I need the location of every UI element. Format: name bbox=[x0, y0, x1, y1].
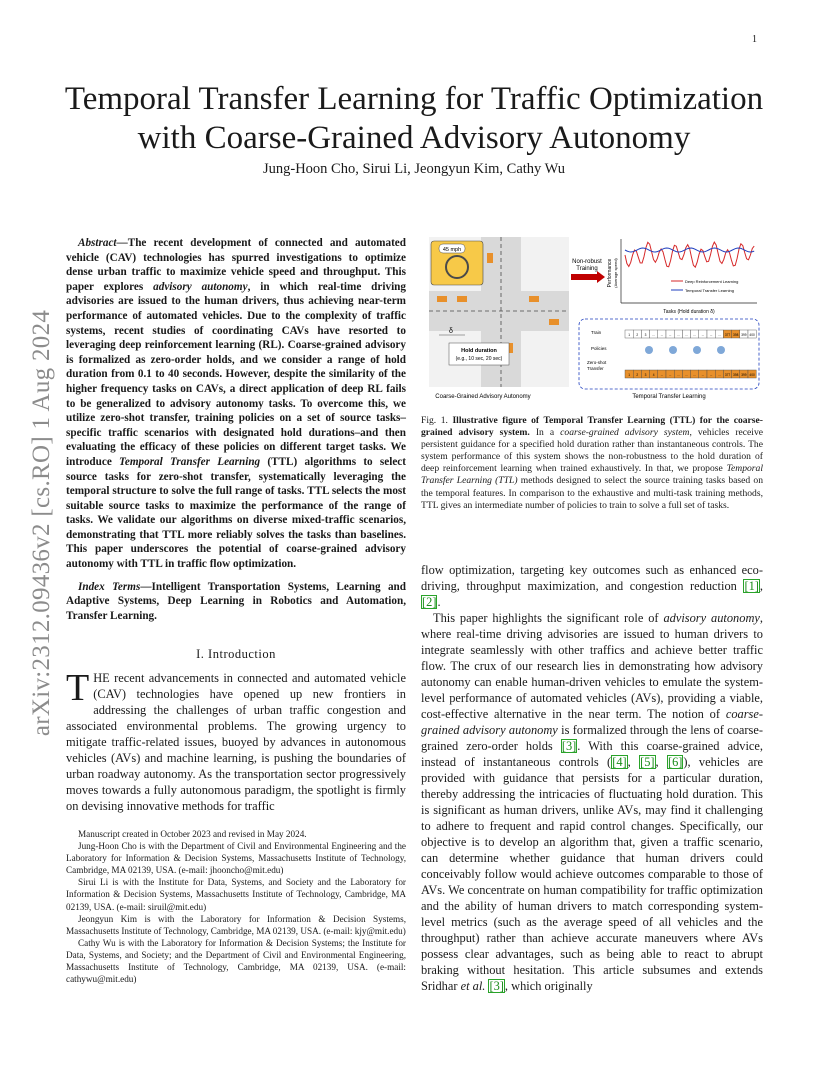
task-cell-label: ... bbox=[668, 372, 672, 377]
intersection-diagram bbox=[429, 237, 569, 400]
text-run: , where real-time driving advisories are issued to human drivers to integrate seamlessly with other traffics and achieve better traffic flow. The crux of our research lies in demonstrating how advisory autonomy can enable human-driven vehicles to emulate the system-level performance of automated vehicles (AVs), providing a viable, cost-effective alternative in the near term. The notion of bbox=[421, 611, 764, 721]
task-cell-label: 1 bbox=[628, 332, 630, 337]
task-cell-label: ... bbox=[717, 332, 721, 337]
caption-bold: Illustrative figure of Temporal Transfer Learning (TTL) for the coarse-grained advisory system. bbox=[421, 415, 763, 439]
left-column bbox=[66, 236, 406, 815]
task-cell-label: ... bbox=[709, 332, 713, 337]
legend-ttl-label: Temporal Transfer Learning bbox=[685, 288, 734, 293]
task-cell-label: 1 bbox=[628, 372, 630, 377]
vehicle-icon bbox=[529, 296, 539, 302]
paragraph bbox=[421, 562, 763, 610]
text-run: , which originally bbox=[504, 979, 593, 993]
task-cell-label: 377 bbox=[724, 332, 731, 337]
emphasis: et al. bbox=[460, 979, 486, 993]
footnote: Jung-Hoon Cho is with the Department of Civil and Environmental Engineering and the Laboratory for Information & Decision Systems, Massachusetts Institute of Technology, Cambridge, MA 02139, USA. (e-mail: jhooncho@mit.edu) bbox=[66, 841, 406, 876]
title-line-2: with Coarse-Grained Advisory Autonomy bbox=[137, 120, 691, 156]
task-cell-label: 3 bbox=[644, 332, 647, 337]
task-cell-label: ... bbox=[709, 372, 713, 377]
task-cell-label: ... bbox=[676, 372, 680, 377]
performance-plot bbox=[607, 239, 757, 315]
paragraph bbox=[421, 610, 763, 994]
ttl-diagram bbox=[579, 319, 759, 400]
task-cell-label: 400 bbox=[749, 332, 755, 337]
footnote: Jeongyun Kim is with the Laboratory for Information & Decision Systems, Massachusetts Institute of Technology, Cambridge, MA 02139, USA. (e-mail: kjy@mit.edu) bbox=[66, 913, 406, 936]
task-cell-label: ... bbox=[652, 332, 656, 337]
caption-emphasis-1: coarse-grained advisory system bbox=[560, 427, 690, 439]
task-cell-label: 398 bbox=[733, 332, 739, 337]
task-cell-label: ... bbox=[685, 372, 688, 377]
task-cell-label: ... bbox=[685, 332, 688, 337]
abstract-text-2: , in which real-time driving advisories are issued to the human drivers, thus achieving near-term performance of automated vehicles. Due to the complexity of traffic systems, recent studies of coordinating CAVs have resorted to leveraging deep reinforcement learning (RL). Coarse-grained advisory is formalized as zero-order holds, and we consider a range of hold duration from 0.1 to 40 seconds. However, despite the similarity of the higher frequency tasks on CAVs, a direct application of deep RL fails to be generalized to advisory autonomy tasks. To overcome this, we utilize zero-shot transfer, training policies on a set of source tasks–specific traffic scenarios with designated hold durations–and then evaluating the efficacy of these policies on different target tasks. We introduce bbox=[66, 280, 406, 468]
right-column bbox=[421, 562, 763, 994]
training-label: Training bbox=[576, 266, 598, 272]
perf-axis-label: Performance bbox=[607, 258, 613, 288]
intro-paragraph bbox=[66, 667, 406, 814]
red-arrow-icon bbox=[571, 271, 605, 283]
nonrobust-arrow bbox=[571, 259, 605, 283]
emphasis: coarse-grained advisory autonomy bbox=[421, 707, 763, 737]
figure-1 bbox=[421, 233, 763, 405]
vehicle-icon bbox=[549, 319, 559, 325]
perf-axis-sublabel: (Average speed) bbox=[613, 258, 618, 288]
page-number: 1 bbox=[752, 34, 757, 45]
citation-link[interactable]: [1] bbox=[744, 579, 759, 593]
index-terms-text: —Intelligent Transportation Systems, Learning and Adaptive Systems, Deep Learning in Robotics and Automation, Transfer Learning. bbox=[66, 580, 406, 622]
citation-link[interactable]: [3] bbox=[561, 739, 577, 753]
drl-series-line bbox=[625, 242, 754, 267]
intro-first-word: HE bbox=[93, 671, 110, 686]
tasks-axis-label: Tasks (Hold duration δ) bbox=[663, 309, 715, 315]
caption-text-3: methods designed to select the source training tasks based on the temporal features. In comparison to the exhaustive and multi-task training methods, TTL gives an intermediate number of policies to train to solve a full set of tasks. bbox=[421, 475, 763, 511]
arxiv-identifier bbox=[22, 288, 62, 758]
transfer-label: Transfer bbox=[587, 366, 604, 371]
title-line-1: Temporal Transfer Learning for Traffic Optimization bbox=[64, 81, 764, 117]
caption-label: Fig. 1. bbox=[421, 415, 448, 426]
policies-label: Policies bbox=[591, 346, 607, 351]
index-terms bbox=[66, 580, 406, 624]
text-run: . With this coarse-grained advice, instead of instantaneous controls ( bbox=[421, 739, 763, 769]
authors: Jung-Hoon Cho, Sirui Li, Jeongyun Kim, Cathy Wu bbox=[262, 161, 566, 177]
emphasis: advisory autonomy bbox=[663, 611, 760, 625]
task-cell-label: ... bbox=[701, 332, 705, 337]
figure-caption bbox=[421, 415, 763, 512]
section-heading-introduction: I. Introduction bbox=[196, 647, 276, 662]
footnote: Cathy Wu is with the Laboratory for Information & Decision Systems; the Institute for Data, Systems, and Society; and the Department of Civil and Environmental Engineering, Massachusetts Institute of Technology, Cambridge, MA 02139, USA. (e-mail: cathywu@mit.edu) bbox=[66, 937, 406, 985]
delta-symbol: δ bbox=[449, 328, 453, 335]
text-run: , bbox=[655, 755, 667, 769]
task-cell-label: 399 bbox=[741, 332, 747, 337]
target-task-row bbox=[625, 370, 756, 378]
train-label: Train bbox=[591, 330, 602, 335]
hold-duration-title: Hold duration bbox=[461, 348, 497, 354]
task-cell-label: 398 bbox=[733, 372, 739, 377]
task-cell-label: 2 bbox=[636, 332, 639, 337]
task-cell-label: 400 bbox=[749, 372, 755, 377]
task-cell-label: ... bbox=[660, 332, 664, 337]
text-run: is formalized through the lens of coarse-grained zero-order holds bbox=[421, 723, 763, 753]
speed-badge-text: 45 mph bbox=[442, 247, 462, 253]
text-run: , bbox=[627, 755, 640, 769]
caption-text-1: In a bbox=[529, 427, 561, 439]
abstract bbox=[66, 236, 406, 572]
task-cell-label: ... bbox=[693, 332, 697, 337]
caption-emphasis-2: Temporal Transfer Learning (TTL) bbox=[421, 463, 763, 487]
zeroshot-label: Zero-shot bbox=[587, 360, 607, 365]
task-cell-label: 377 bbox=[724, 372, 731, 377]
task-cell-label: ... bbox=[668, 332, 672, 337]
intro-text: recent advancements in connected and automated vehicle (CAV) technologies have opened up new frontiers in addressing the challenges of urban traffic congestion and associated environmental problems. The growing urgency to mitigate traffic-related issues, buoyed by advances in autonomous vehicles (AVs) and machine learning, is pushing the boundaries of urban roadway autonomy. As the transportation sector progressively moves towards a fully autonomous paradigm, the spotlight is firmly on devising innovative methods for traffic bbox=[66, 671, 406, 813]
drop-cap: T bbox=[66, 667, 90, 710]
footnote: Manuscript created in October 2023 and revised in May 2024. bbox=[78, 829, 307, 839]
train-task-row bbox=[625, 330, 756, 338]
left-panel-label: Coarse-Grained Advisory Autonomy bbox=[435, 394, 531, 400]
paper-title bbox=[40, 80, 788, 158]
task-cell-label: 399 bbox=[741, 372, 747, 377]
abstract-text-3: (TTL) algorithms to select source tasks for zero-shot transfer, systematically leveraging the temporal structure to solve the full range of tasks. TTL selects the most suitable source tasks to maximize the performance of the range of tasks. We validate our algorithms on diverse mixed-traffic scenarios, demonstrating that TTL more reliably solves the tasks than baselines. This paper underscores the potential of coarse-grained advisory autonomy with TTL in traffic flow optimization. bbox=[66, 455, 406, 571]
footnotes bbox=[66, 828, 406, 985]
citation-link[interactable]: [6] bbox=[667, 755, 683, 769]
text-run: This paper highlights the significant role of bbox=[433, 611, 664, 625]
task-cell-label: ... bbox=[717, 372, 721, 377]
task-cell-label: 4 bbox=[652, 372, 655, 377]
task-cell-label: ... bbox=[693, 372, 697, 377]
citation-link[interactable]: [4] bbox=[612, 755, 627, 769]
task-cell-label: ... bbox=[701, 372, 705, 377]
abstract-emphasis-1: advisory autonomy bbox=[153, 280, 248, 293]
legend-drl-label: Deep Reinforcement Learning bbox=[685, 279, 739, 284]
abstract-label: Abstract bbox=[78, 237, 117, 249]
task-cell-label: 2 bbox=[636, 372, 639, 377]
index-terms-label: Index Terms bbox=[78, 580, 141, 593]
vehicle-icon bbox=[487, 253, 493, 263]
vehicle-icon bbox=[437, 296, 447, 302]
caption-text-2: , vehicles receive persistent guidance for a specified hold duration rather than instantaneous controls. The system performance of this system shows the non-robustness to the hold duration of deep reinforcement learning when trained exhaustively. In that, we propose bbox=[421, 427, 764, 475]
right-panel-label: Temporal Transfer Learning bbox=[632, 394, 706, 400]
citation-link[interactable]: [2] bbox=[422, 595, 437, 609]
text-run: ), vehicles are provided with guidance that persists for a particular duration, thereby addressing the intricacies of fluctuating hold duration. This is significant as human drivers, unlike AVs, may find it challenging to adhere to frequent and rapid control changes. Specifically, our objective is to develop an algorithm that, given a traffic scenario, can determine whether guidance that human drivers could conceivably follow would achieve outcomes comparable to those of AVs. We concentrate on human compatibility for traffic optimization and the ability of human drivers to match corresponding system-level metrics (such as the average speed of all vehicles and the throughput) rather than achieve accurate maneuvers where AVs possess clear advantages, such as being able to react to abrupt braking without hesitation. This article subsumes and extends Sridhar bbox=[421, 755, 763, 993]
policy-node bbox=[693, 346, 701, 354]
policy-node bbox=[645, 346, 653, 354]
nonrobust-label: Non-robust bbox=[572, 259, 602, 265]
task-cell-label: ... bbox=[660, 372, 664, 377]
task-cell-label: ... bbox=[676, 332, 680, 337]
vehicle-icon bbox=[457, 296, 467, 302]
abstract-emphasis-2: Temporal Transfer Learning bbox=[119, 455, 261, 468]
policy-node bbox=[717, 346, 725, 354]
abstract-text-1: —The recent development of connected and automated vehicle (CAV) technologies has spurred investigations to optimize dense urban traffic to maximize vehicle speed and throughput. This paper explores bbox=[66, 237, 406, 293]
citation-link[interactable]: [5] bbox=[640, 755, 655, 769]
hold-duration-example: (e.g., 10 sec, 20 sec) bbox=[455, 356, 503, 362]
text-run: flow optimization, targeting key outcomes such as enhanced eco-driving, throughput maximization, and congestion reduction bbox=[421, 563, 763, 593]
citation-link[interactable]: [3] bbox=[489, 979, 504, 993]
arxiv-id-text: arXiv:2312.09436v2 [cs.RO] 1 Aug 2024 bbox=[28, 309, 56, 737]
text-run: . bbox=[437, 595, 441, 609]
task-cell-label: 3 bbox=[644, 372, 647, 377]
text-run: , bbox=[759, 579, 763, 593]
ttl-box bbox=[579, 319, 759, 389]
policy-node bbox=[669, 346, 677, 354]
footnote: Sirui Li is with the Institute for Data, Systems, and Society and the Laboratory for Information & Decision Systems, Massachusetts Institute of Technology, Cambridge, MA 02139, USA. (e-mail: siruil@mit.edu) bbox=[66, 877, 406, 912]
